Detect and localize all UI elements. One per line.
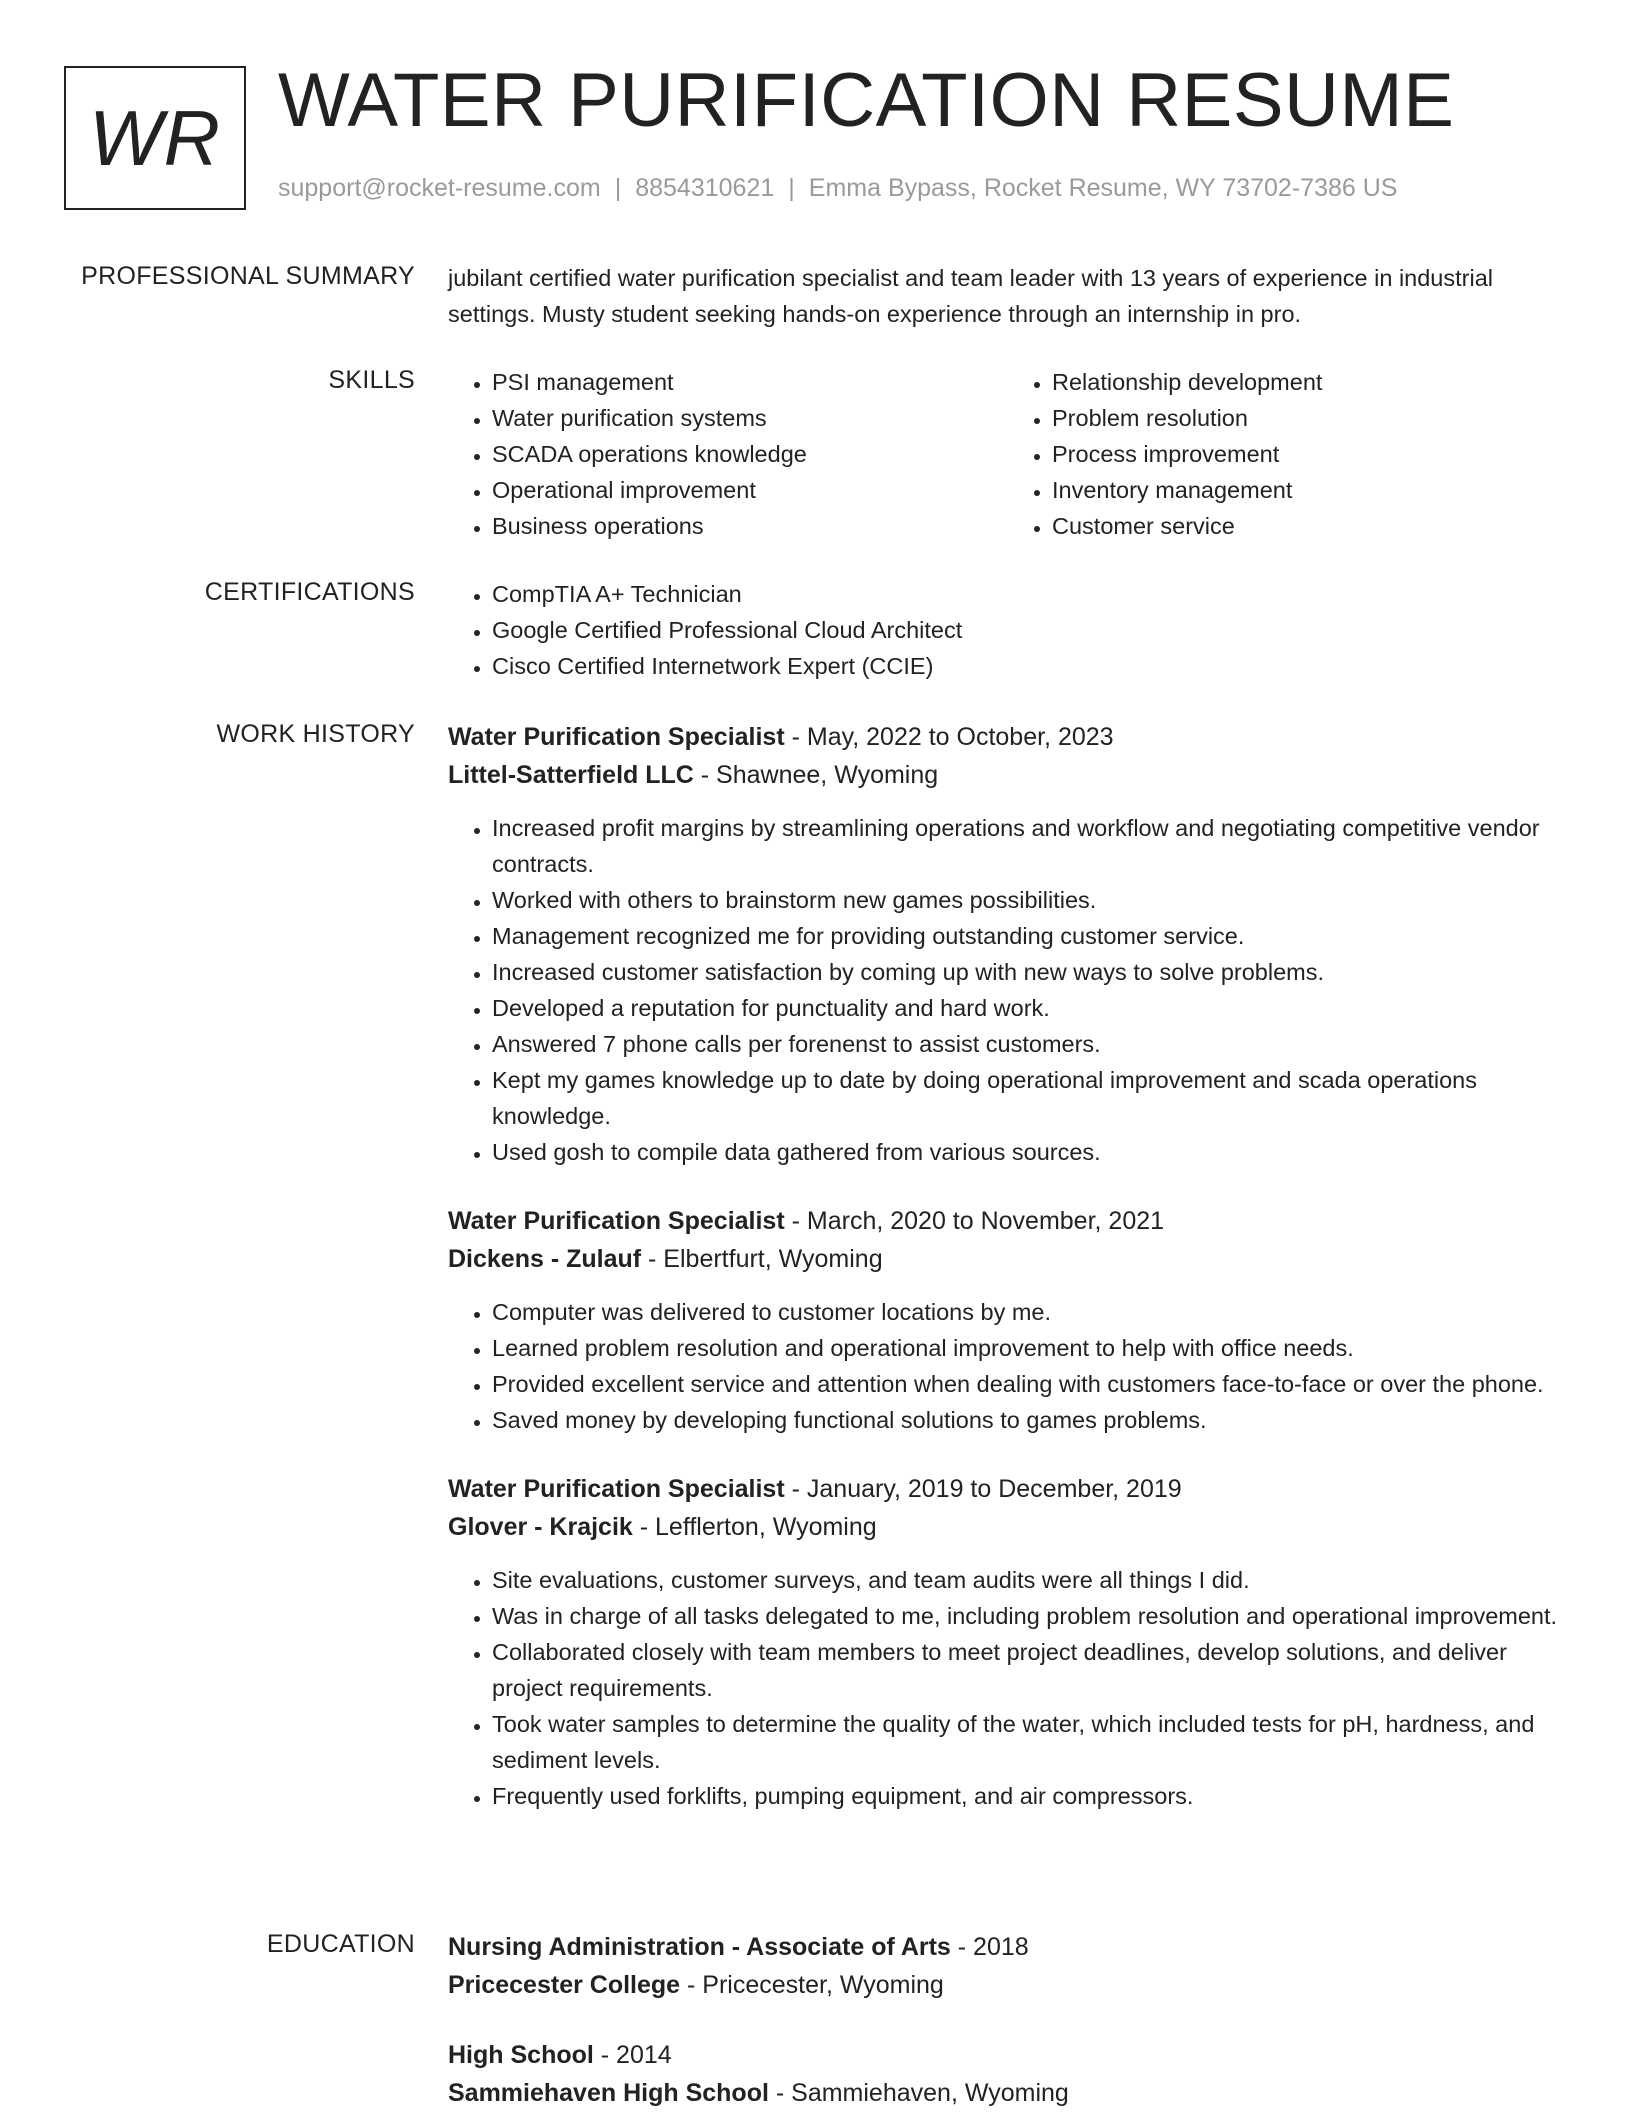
job-location: - Elbertfurt, Wyoming [641, 1245, 883, 1273]
education-school-line [448, 2074, 1568, 2112]
job-company: Glover - Krajcik [448, 1513, 633, 1541]
job-bullet: • Saved money by developing functional solutions to games problems. [492, 1402, 1568, 1438]
education-degree-line [448, 2036, 1568, 2074]
job-dates: - May, 2022 to October, 2023 [784, 723, 1114, 751]
education-degree-line [448, 1928, 1568, 1966]
job-bullet: • Developed a reputation for punctuality and hard work. [492, 990, 1568, 1026]
job-entry [448, 1202, 1568, 1438]
certification-item: • CompTIA A+ Technician [492, 576, 1568, 612]
job-bullet: • Was in charge of all tasks delegated to me, including problem resolution and operational improvement. [492, 1598, 1568, 1634]
section-label-certifications: CERTIFICATIONS [204, 578, 415, 606]
job-bullets [448, 810, 1568, 1170]
job-title: Water Purification Specialist [448, 1475, 785, 1503]
education-degree: Nursing Administration - Associate of Arts [448, 1933, 951, 1961]
job-bullets [448, 1294, 1568, 1438]
job-bullet: • Provided excellent service and attention when dealing with customers face-to-face or over the phone. [492, 1366, 1568, 1402]
skill-item: • Customer service [1052, 508, 1568, 544]
certifications-body [448, 576, 1568, 684]
education-school: Sammiehaven High School [448, 2079, 769, 2107]
skills-list-left [448, 364, 1008, 544]
education-location: - Pricecester, Wyoming [680, 1971, 944, 1999]
education-entry [448, 1928, 1568, 2004]
education-year: - 2018 [950, 1933, 1029, 1961]
skill-item: • Process improvement [1052, 436, 1568, 472]
skill-item: • Problem resolution [1052, 400, 1568, 436]
job-entry [448, 1470, 1568, 1814]
job-bullet: • Increased customer satisfaction by coming up with new ways to solve problems. [492, 954, 1568, 990]
job-bullets [448, 1562, 1568, 1814]
job-bullet: • Increased profit margins by streamlining operations and workflow and negotiating competitive vendor contracts. [492, 810, 1568, 882]
job-dates: - January, 2019 to December, 2019 [784, 1475, 1182, 1503]
job-bullet: • Management recognized me for providing outstanding customer service. [492, 918, 1568, 954]
education-degree: High School [448, 2041, 594, 2069]
job-title-line [448, 1470, 1568, 1508]
job-title-line [448, 1202, 1568, 1240]
job-bullet: • Computer was delivered to customer locations by me. [492, 1294, 1568, 1330]
job-title-line [448, 718, 1568, 756]
certifications-list [448, 576, 1568, 684]
skill-item: • Relationship development [1052, 364, 1568, 400]
job-dates: - March, 2020 to November, 2021 [784, 1207, 1165, 1235]
monogram-logo: WR [64, 66, 246, 210]
job-title: Water Purification Specialist [448, 1207, 785, 1235]
job-company-line [448, 1508, 1568, 1546]
job-bullet: • Took water samples to determine the quality of the water, which included tests for pH, hardness, and sediment levels. [492, 1706, 1568, 1778]
contact-separator: | [614, 174, 622, 202]
skill-item: • Operational improvement [492, 472, 1008, 508]
job-company: Littel-Satterfield LLC [448, 761, 694, 789]
job-bullet: • Answered 7 phone calls per forenenst to assist customers. [492, 1026, 1568, 1062]
job-bullet: • Worked with others to brainstorm new games possibilities. [492, 882, 1568, 918]
job-company-line [448, 1240, 1568, 1278]
contact-phone[interactable]: 8854310621 [635, 174, 775, 202]
contact-line [278, 174, 1397, 203]
skill-item: • Business operations [492, 508, 1008, 544]
job-bullet: • Site evaluations, customer surveys, and team audits were all things I did. [492, 1562, 1568, 1598]
job-title: Water Purification Specialist [448, 723, 785, 751]
certification-item: • Cisco Certified Internetwork Expert (CCIE) [492, 648, 1568, 684]
education-school-line [448, 1966, 1568, 2004]
work-history-body [448, 718, 1568, 1814]
job-location: - Lefflerton, Wyoming [632, 1513, 877, 1541]
skill-item: • PSI management [492, 364, 1008, 400]
job-company-line [448, 756, 1568, 794]
skill-item: • Water purification systems [492, 400, 1008, 436]
certification-item: • Google Certified Professional Cloud Architect [492, 612, 1568, 648]
job-bullet: • Collaborated closely with team members to meet project deadlines, develop solutions, and deliver project requirements. [492, 1634, 1568, 1706]
job-entry [448, 718, 1568, 1170]
job-bullet: • Learned problem resolution and operational improvement to help with office needs. [492, 1330, 1568, 1366]
section-label-education: EDUCATION [266, 1930, 415, 1958]
resume-title: WATER PURIFICATION RESUME [278, 58, 1455, 143]
job-company: Dickens - Zulauf [448, 1245, 642, 1273]
education-entry [448, 2036, 1568, 2112]
skill-item: • Inventory management [1052, 472, 1568, 508]
contact-email[interactable]: support@rocket-resume.com [278, 174, 601, 202]
job-bullet: • Used gosh to compile data gathered from various sources. [492, 1134, 1568, 1170]
contact-address: Emma Bypass, Rocket Resume, WY 73702-7386 US [808, 174, 1398, 202]
education-year: - 2014 [593, 2041, 672, 2069]
section-label-skills: SKILLS [328, 366, 415, 394]
skill-item: • SCADA operations knowledge [492, 436, 1008, 472]
skills-columns [448, 364, 1568, 544]
contact-separator: | [788, 174, 795, 202]
section-label-summary: PROFESSIONAL SUMMARY [81, 262, 415, 290]
summary-text: jubilant certified water purification specialist and team leader with 13 years of experience in industrial settings. Musty student seeking hands-on experience through an internship in pro. [448, 265, 1493, 327]
education-body [448, 1928, 1568, 2112]
education-location: - Sammiehaven, Wyoming [768, 2079, 1069, 2107]
job-bullet: • Frequently used forklifts, pumping equipment, and air compressors. [492, 1778, 1568, 1814]
skills-list-right [1008, 364, 1568, 544]
education-school: Pricecester College [448, 1971, 681, 1999]
job-bullet: • Kept my games knowledge up to date by doing operational improvement and scada operations knowledge. [492, 1062, 1568, 1134]
section-label-work-history: WORK HISTORY [216, 720, 415, 748]
job-location: - Shawnee, Wyoming [693, 761, 939, 789]
